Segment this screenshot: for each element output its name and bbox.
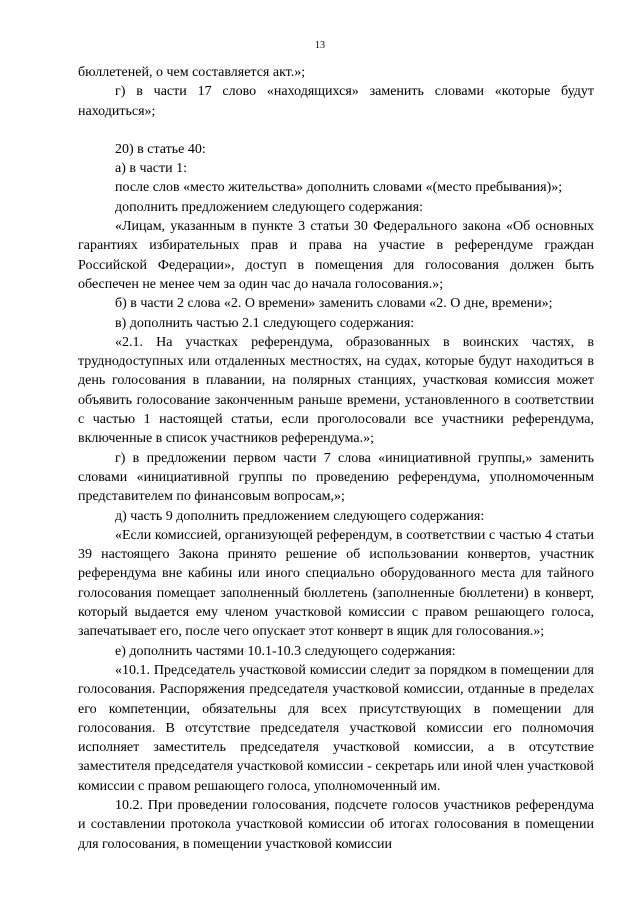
page-number: 13 bbox=[315, 40, 325, 51]
paragraph: «Если комиссией, организующей референдум, в соответствии с частью 4 статьи 39 настоящего Закона принято решение об использовании конвертов, участник референдума вне кабины или иного специально оборудованного места для тайного голосования помещает заполненный бюллетень (заполненные бюллетени) в конверт, который выдается ему членом участковой комиссии с правом решающего голоса, запечатывает его, после чего опускает этот конверт в ящик для голосования.»; bbox=[78, 527, 594, 640]
paragraph: г) в предложении первом части 7 слова «инициативной группы,» заменить словами «инициативной группы по проведению референдума, уполномоченным представителем по финансовым вопросам,»; bbox=[78, 450, 594, 505]
paragraph-gap bbox=[78, 121, 594, 140]
paragraph: в) дополнить частью 2.1 следующего содержания: bbox=[115, 315, 415, 331]
section-heading: 20) в статье 40: bbox=[115, 141, 206, 157]
paragraph: «2.1. На участках референдума, образованных в воинских частях, в труднодоступных или отдаленных местностях, на судах, которые будут находиться в день голосования в плавании, на полярных станциях, участковая комиссия может объявить голосование законченным раньше времени, установленного в соответствии с частью 1 настоящей статьи, если проголосовали все участники референдума, включенные в список участников референдума.»; bbox=[78, 334, 594, 447]
paragraph: е) дополнить частями 10.1-10.3 следующего содержания: bbox=[115, 643, 456, 659]
paragraph: бюллетеней, о чем составляется акт.»; bbox=[78, 65, 306, 80]
paragraph: дополнить предложением следующего содержания: bbox=[115, 199, 423, 215]
paragraph: б) в части 2 слова «2. О времени» заменить словами «2. О дне, времени»; bbox=[115, 296, 553, 312]
paragraph: после слов «место жительства» дополнить словами «(место пребывания)»; bbox=[115, 180, 563, 196]
paragraph: д) часть 9 дополнить предложением следующего содержания: bbox=[115, 508, 485, 524]
document-body bbox=[78, 63, 594, 854]
paragraph: а) в части 1: bbox=[115, 161, 187, 177]
paragraph: «10.1. Председатель участковой комиссии следит за порядком в помещении для голосования. Распоряжения председателя участковой комиссии, отданные в пределах его компетенции, обязательны для всех присутствующих в помещении для голосования. В отсутствие председателя участковой комиссии его полномочия исполняет заместитель председателя участковой комиссии, а в отсутствие заместителя председателя участковой комиссии - секретарь или иной член участковой комиссии с правом решающего голоса, уполномоченный им. bbox=[78, 662, 594, 794]
paragraph: 10.2. При проведении голосования, подсчете голосов участников референдума и составлении протокола участковой комиссии об итогах голосования в помещении для голосования, в помещении участковой комиссии bbox=[78, 797, 594, 852]
paragraph: г) в части 17 слово «находящихся» заменить словами «которые будут находиться»; bbox=[78, 84, 594, 119]
paragraph: «Лицам, указанным в пункте 3 статьи 30 Федерального закона «Об основных гарантиях избирательных прав и права на участие в референдуме граждан Российской Федерации», доступ в помещения для голосования должен быть обеспечен не менее чем за один час до начала голосования.»; bbox=[78, 219, 594, 292]
